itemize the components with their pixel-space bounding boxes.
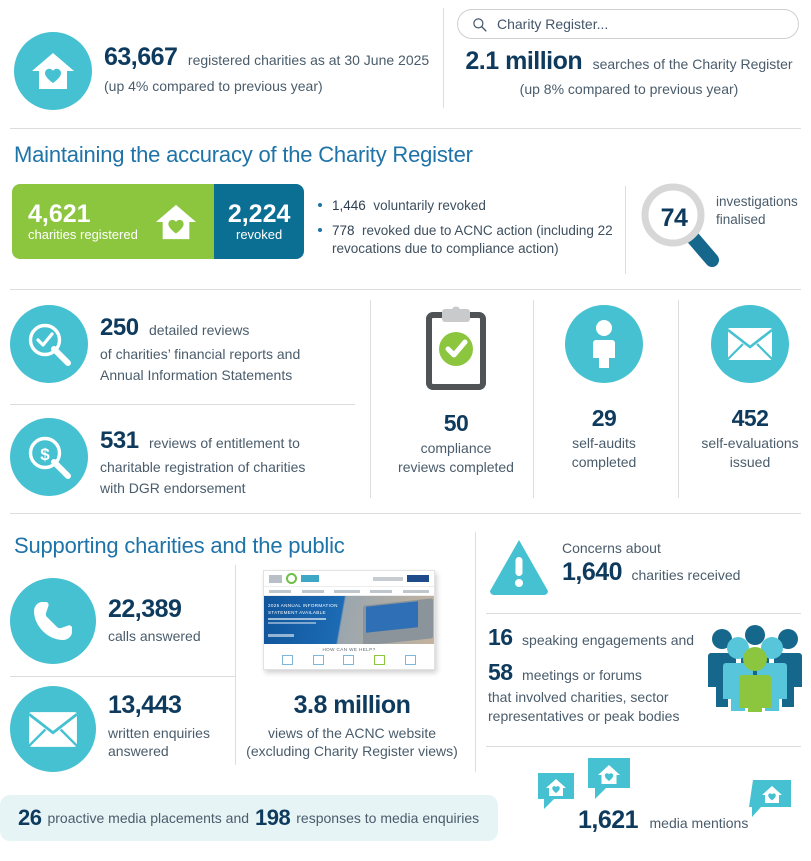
charities-revoked-number: 2,224 [227,199,291,228]
magnifier-dollar-icon [10,418,88,496]
bullet-text: voluntarily revoked [373,198,486,213]
accuracy-section-title: Maintaining the accuracy of the Charity Register [14,142,473,167]
registered-charities-label: registered charities as at 30 June 2025 [187,52,430,68]
investigations-label-line1: investigations [716,194,798,209]
detailed-reviews-line2: Annual Information Statements [100,367,293,384]
dgr-reviews-lead: reviews of entitlement to [149,435,300,451]
website-screenshot [263,570,435,670]
list-item [318,222,618,258]
self-evaluations-line2: issued [729,453,771,470]
media-responses-number: 198 [255,805,291,830]
calls-answered-number: 22,389 [108,595,182,623]
bullet-number: 1,446 [332,198,366,213]
self-audits-line1: self-audits [572,435,636,451]
revocation-bullets [318,197,618,264]
investigations-label-line2: finalised [716,212,766,228]
detailed-reviews-number: 250 [100,314,139,341]
registered-charities-stat [104,44,434,94]
dgr-reviews-stat [100,428,355,499]
clipboard-check-icon [420,305,492,400]
search-icon [472,17,487,32]
reviews-inner-divider [10,404,355,405]
warning-triangle-icon [488,538,550,600]
charities-revoked-label: revoked [235,227,283,243]
website-views-stat [238,692,466,761]
charities-registered-number: 4,621 [28,199,91,228]
concerns-label: Concerns about [562,540,661,556]
detailed-reviews-stat [100,315,350,386]
written-enquiries-number: 13,443 [108,691,182,719]
house-heart-icon [154,202,198,242]
search-input-placeholder[interactable]: Charity Register... [497,16,609,32]
engagements-line3: that involved charities, sector [488,688,669,705]
envelope-icon [10,686,96,772]
bullet-number: 778 [332,222,355,238]
search-count-subnote: (up 8% compared to previous year) [519,80,739,97]
self-evaluations-stat [690,305,810,472]
header-bottom-divider [10,128,801,129]
concerns-bottom-divider [486,613,801,614]
person-icon [565,305,643,383]
self-audits-number: 29 [591,405,617,431]
written-enquiries-line1: written enquiries [108,724,210,741]
engagements-bottom-divider [486,746,801,747]
phone-icon [10,578,96,664]
concerns-stat [562,540,740,587]
registered-revoked-pill [12,184,304,259]
search-count-label: searches of the Charity Register [592,56,793,72]
bullet-text: revoked due to ACNC action (including 22 revocations due to compliance action) [332,222,613,256]
supporting-left-divider [10,676,235,677]
dgr-reviews-number: 531 [100,427,139,454]
media-placements-text: proactive media placements and [47,810,250,826]
thumb-heading-line1: 2025 ANNUAL INFORMATION [268,603,338,608]
dgr-reviews-line1: charitable registration of charities [100,459,306,476]
reviews-columns-divider-left [370,300,371,498]
self-audits-stat [545,305,663,472]
media-placements-banner [0,795,498,841]
charity-register-search-box[interactable] [457,9,799,39]
list-item [318,197,618,215]
concerns-column-divider [475,532,476,772]
media-mentions-number: 1,621 [578,806,639,834]
website-column-divider [235,565,236,765]
speech-bubble-house-icon [586,756,636,811]
house-heart-icon [14,32,92,110]
charities-revoked-block [214,184,305,259]
search-count-stat [457,48,801,97]
media-responses-text: responses to media enquiries [296,810,480,826]
registered-charities-number: 63,667 [104,43,178,71]
speaking-engagements-number: 16 [488,624,513,650]
meetings-forums-number: 58 [488,659,513,686]
written-enquiries-stat [108,692,210,761]
speaking-engagements-text: speaking engagements and [522,632,695,648]
media-mentions-stat [578,806,748,835]
reviews-columns-divider-right [678,300,679,498]
engagements-stat [488,625,700,727]
compliance-reviews-number: 50 [443,410,469,436]
engagements-line4: representatives or peak bodies [488,708,680,725]
reviews-bottom-divider [10,513,801,514]
media-placements-number: 26 [18,805,42,830]
detailed-reviews-lead: detailed reviews [149,322,250,338]
dgr-reviews-line2: with DGR endorsement [100,480,246,497]
compliance-reviews-stat [382,305,530,477]
meetings-forums-text: meetings or forums [522,667,642,684]
website-views-line2: (excluding Charity Register views) [246,743,458,760]
compliance-reviews-line1: compliance [420,440,492,456]
people-group-icon [706,622,804,717]
svg-text:$: $ [40,445,50,464]
investigations-stat [636,182,811,277]
website-views-number: 3.8 million [293,691,411,719]
speech-bubble-house-icon [536,771,580,820]
calls-answered-label: calls answered [108,627,201,644]
self-audits-line2: completed [571,453,637,470]
magnifier-check-icon [10,305,88,383]
media-mentions-label: media mentions [649,815,749,831]
charities-registered-block [12,184,214,259]
thumb-heading-line2: STATEMENT AVAILABLE [268,609,326,615]
speech-bubble-house-icon [749,778,795,829]
self-evaluations-number: 452 [731,405,769,431]
self-evaluations-line1: self-evaluations [701,435,799,451]
reviews-columns-divider-mid [533,300,534,498]
supporting-section-title: Supporting charities and the public [14,533,345,558]
search-count-number: 2.1 million [465,47,583,75]
concerns-number: 1,640 [562,558,623,586]
investigations-divider [625,186,626,274]
concerns-suffix: charities received [631,567,741,583]
compliance-reviews-line2: reviews completed [398,458,514,475]
thumb-footer-text: HOW CAN WE HELP? [322,647,376,652]
detailed-reviews-line1: of charities’ financial reports and [100,346,301,363]
charities-registered-label: charities registered [28,227,138,243]
header-divider [443,8,444,108]
registered-charities-subnote: (up 4% compared to previous year) [104,77,323,94]
calls-answered-stat [108,596,201,644]
investigations-number: 74 [660,204,688,232]
written-enquiries-line2: answered [108,743,169,760]
envelope-icon [711,305,789,383]
investigations-label [716,193,798,229]
accuracy-bottom-divider [10,289,801,290]
website-views-line1: views of the ACNC website [267,724,437,741]
